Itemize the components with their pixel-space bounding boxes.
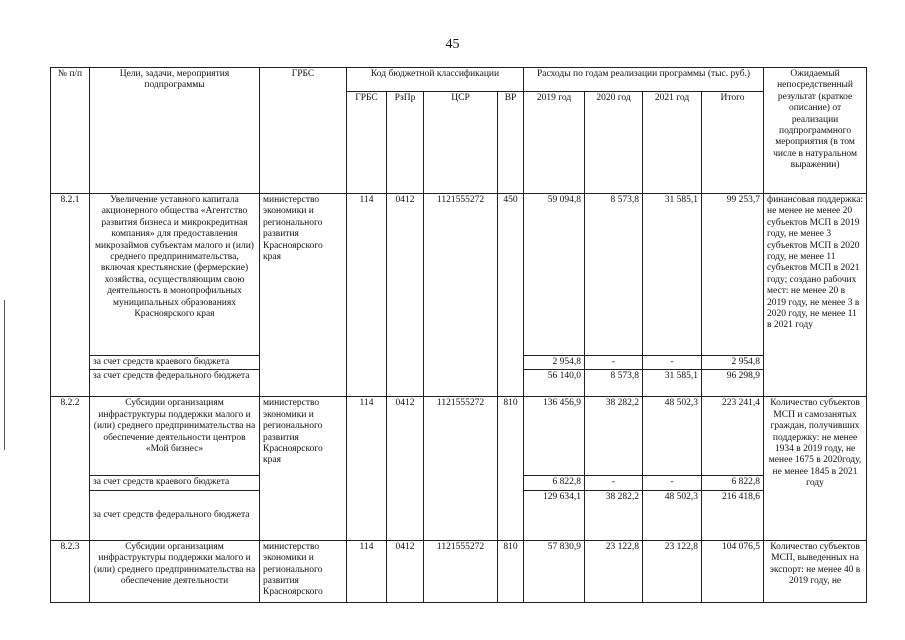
row-csr: 1121555272 <box>424 397 498 540</box>
header-sub-rzpr: РзПр <box>387 92 424 194</box>
subrow-2019: 129 634,1 <box>524 490 585 540</box>
row-total: 99 253,7 <box>702 194 764 356</box>
row-2021: 31 585,1 <box>643 194 702 356</box>
row-2019: 136 456,9 <box>524 397 585 476</box>
header-result: Ожидаемый непосредственный результат (краткое описание) от реализации подпрограммного мероприятия (в том числе в натуральном выражении) <box>764 68 867 194</box>
row-result: финансовая поддержка: не менее не менее 20 субъектов МСП в 2019 году, не менее 3 субъектов МСП в 2020 году, не менее 11 субъектов МСП в 2021 году; создано рабочих мест: не менее 20 в 2019 году, не менее 3 в 2020 году, не менее 11 в 2021 году <box>764 194 867 397</box>
subrow-2020: 8 573,8 <box>585 370 643 397</box>
row-ministry: министерство экономики и регионального развития Красноярского края <box>260 397 347 540</box>
row-total: 104 076,5 <box>702 540 764 602</box>
subrow-2021: - <box>643 356 702 370</box>
header-sub-2019: 2019 год <box>524 92 585 194</box>
row-grbs: 114 <box>347 397 387 540</box>
row-grbs: 114 <box>347 194 387 397</box>
subrow-label: за счет средств краевого бюджета <box>90 476 260 490</box>
header-kbk: Код бюджетной классификации <box>347 68 524 92</box>
subrow-total: 216 418,6 <box>702 490 764 540</box>
subrow-label: за счет средств федерального бюджета <box>90 490 260 540</box>
row-ministry: министерство экономики и регионального развития Красноярского края <box>260 194 347 397</box>
subrow-total: 6 822,8 <box>702 476 764 490</box>
subrow-2021: 31 585,1 <box>643 370 702 397</box>
header-num: № п/п <box>51 68 90 194</box>
header-sub-csr: ЦСР <box>424 92 498 194</box>
table-row <box>51 540 867 602</box>
header-goals: Цели, задачи, мероприятия подпрограммы <box>90 68 260 194</box>
row-rzpr: 0412 <box>387 397 424 540</box>
row-2021: 48 502,3 <box>643 397 702 476</box>
row-rzpr: 0412 <box>387 540 424 602</box>
row-name: Субсидии организациям инфраструктуры поддержки малого и (или) среднего предпринимательства на обеспечение деятельности <box>90 540 260 602</box>
page-number: 45 <box>445 37 460 52</box>
subrow-2021: 48 502,3 <box>643 490 702 540</box>
row-name: Увеличение уставного капитала акционерного общества «Агентство развития бизнеса и микрокредитная компания» для предоставления микрозаймов субъектам малого и (или) среднего предпринимательства, включая крестьянские (фермерские) хозяйства, осуществляющим свою деятельность в монопрофильных муниципальных образованиях Красноярского края <box>90 194 260 356</box>
row-vr: 450 <box>498 194 524 397</box>
table-row <box>51 397 867 476</box>
subrow-2021: - <box>643 476 702 490</box>
header-sub-total: Итого <box>702 92 764 194</box>
header-sub-grbs: ГРБС <box>347 92 387 194</box>
row-csr: 1121555272 <box>424 540 498 602</box>
row-2021: 23 122,8 <box>643 540 702 602</box>
subrow-2019: 6 822,8 <box>524 476 585 490</box>
subrow-2020: - <box>585 476 643 490</box>
table-row <box>51 194 867 356</box>
row-total: 223 241,4 <box>702 397 764 476</box>
row-2020: 38 282,2 <box>585 397 643 476</box>
row-rzpr: 0412 <box>387 194 424 397</box>
row-num: 8.2.1 <box>51 194 90 397</box>
subrow-2019: 2 954,8 <box>524 356 585 370</box>
subrow-total: 96 298,9 <box>702 370 764 397</box>
row-2020: 8 573,8 <box>585 194 643 356</box>
row-2020: 23 122,8 <box>585 540 643 602</box>
header-sub-2020: 2020 год <box>585 92 643 194</box>
row-2019: 57 830,9 <box>524 540 585 602</box>
subrow-label: за счет средств федерального бюджета <box>90 370 260 397</box>
row-vr: 810 <box>498 397 524 540</box>
row-vr: 810 <box>498 540 524 602</box>
header-grbs: ГРБС <box>260 68 347 194</box>
row-ministry: министерство экономики и регионального развития Красноярского <box>260 540 347 602</box>
row-num: 8.2.3 <box>51 540 90 602</box>
header-expenses: Расходы по годам реализации программы (тыс. руб.) <box>524 68 764 92</box>
row-csr: 1121555272 <box>424 194 498 397</box>
row-2019: 59 094,8 <box>524 194 585 356</box>
budget-table <box>50 67 867 603</box>
subrow-2020: 38 282,2 <box>585 490 643 540</box>
row-num: 8.2.2 <box>51 397 90 540</box>
row-result: Количество субъектов МСП и самозанятых граждан, получивших поддержку: не менее 1934 в 2019 году, не менее 1675 в 2020году, не менее 1845 в 2021 году <box>764 397 867 540</box>
scan-edge-line <box>4 300 5 450</box>
row-grbs: 114 <box>347 540 387 602</box>
subrow-total: 2 954,8 <box>702 356 764 370</box>
row-name: Субсидии организациям инфраструктуры поддержки малого и (или) среднего предпринимательства на обеспечение деятельности центров «Мой бизнес» <box>90 397 260 476</box>
subrow-label: за счет средств краевого бюджета <box>90 356 260 370</box>
subrow-2020: - <box>585 356 643 370</box>
header-sub-2021: 2021 год <box>643 92 702 194</box>
header-sub-vr: ВР <box>498 92 524 194</box>
row-result: Количество субъектов МСП, выведенных на экспорт: не менее 40 в 2019 году, не <box>764 540 867 602</box>
subrow-2019: 56 140,0 <box>524 370 585 397</box>
